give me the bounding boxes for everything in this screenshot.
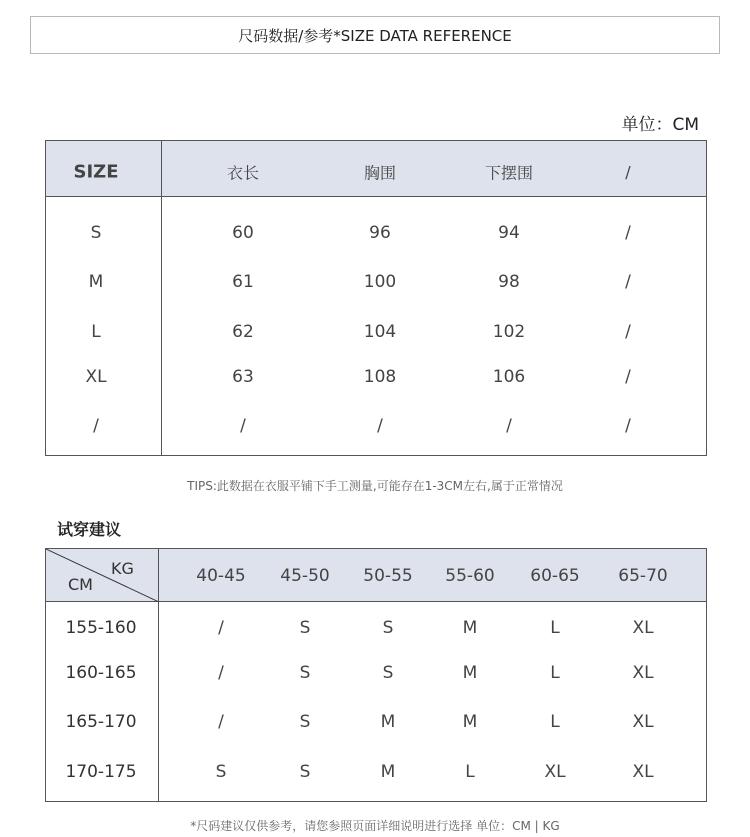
recommend-size-cell: S: [299, 618, 311, 638]
size-table-cell: 100: [363, 272, 397, 292]
size-table-cell: 106: [492, 367, 526, 387]
recommend-size-cell: S: [215, 762, 227, 782]
unit-label: 单位：CM: [621, 115, 699, 135]
size-table-cell: 98: [498, 272, 520, 292]
recommend-size-cell: XL: [544, 762, 566, 782]
size-table-cell: 96: [369, 223, 391, 243]
size-table-cell: /: [506, 416, 512, 436]
recommend-size-cell: /: [218, 712, 224, 732]
weight-header-cell: 60-65: [530, 566, 580, 586]
footnote-text: *尺码建议仅供参考，请您参照页面详细说明进行选择 单位：CM | KG: [190, 819, 560, 833]
recommend-table: [45, 548, 707, 802]
recommend-size-cell: /: [218, 663, 224, 683]
size-table-header-cell: /: [625, 162, 631, 182]
size-table-cell: 108: [363, 367, 397, 387]
corner-cm-label: CM: [68, 575, 93, 594]
recommend-size-cell: M: [462, 712, 478, 732]
recommend-size-cell: L: [550, 663, 560, 683]
corner-kg-label: KG: [111, 559, 134, 578]
size-table-cell: /: [93, 416, 99, 436]
height-row-label: 165-170: [65, 712, 137, 732]
recommend-size-cell: S: [382, 618, 394, 638]
weight-header-cell: 45-50: [280, 566, 330, 586]
size-table-cell: /: [625, 367, 631, 387]
size-table-header-cell: 下摆围: [484, 163, 534, 183]
corner-diagonal: [46, 549, 159, 602]
height-row-label: 160-165: [65, 663, 137, 683]
size-table-header-cell: 衣长: [226, 163, 260, 183]
recommend-size-cell: L: [550, 712, 560, 732]
recommend-size-cell: M: [462, 618, 478, 638]
size-table-cell: 63: [232, 367, 254, 387]
size-table-cell: 62: [232, 322, 254, 342]
recommend-size-cell: M: [462, 663, 478, 683]
size-table-cell: /: [625, 223, 631, 243]
weight-header-cell: 40-45: [196, 566, 246, 586]
recommend-size-cell: /: [218, 618, 224, 638]
size-table-cell: L: [91, 322, 101, 342]
recommend-size-cell: M: [380, 712, 396, 732]
size-table-cell: 104: [363, 322, 397, 342]
size-table-divider: [161, 141, 162, 455]
recommend-size-cell: XL: [632, 712, 654, 732]
page-title-text: 尺码数据/参考*SIZE DATA REFERENCE: [238, 26, 512, 45]
size-table-cell: /: [625, 416, 631, 436]
size-table-cell: 94: [498, 223, 520, 243]
recommend-size-cell: S: [382, 663, 394, 683]
height-row-label: 155-160: [65, 618, 137, 638]
page-title: [30, 16, 720, 54]
recommend-size-cell: S: [299, 712, 311, 732]
recommend-size-cell: S: [299, 663, 311, 683]
size-table-cell: S: [90, 223, 102, 243]
size-table-cell: /: [625, 272, 631, 292]
size-table-cell: /: [377, 416, 383, 436]
weight-header-cell: 65-70: [618, 566, 668, 586]
recommend-size-cell: S: [299, 762, 311, 782]
size-table-cell: 61: [232, 272, 254, 292]
size-table: [45, 140, 707, 456]
weight-header-cell: 55-60: [445, 566, 495, 586]
tips-text: TIPS:此数据在衣服平铺下手工测量,可能存在1-3CM左右,属于正常情况: [187, 479, 563, 493]
recommend-size-cell: XL: [632, 663, 654, 683]
weight-header-cell: 50-55: [363, 566, 413, 586]
size-table-cell: /: [240, 416, 246, 436]
recommend-size-cell: L: [465, 762, 475, 782]
size-table-cell: 60: [232, 223, 254, 243]
recommend-size-cell: M: [380, 762, 396, 782]
size-table-header-cell: SIZE: [73, 161, 119, 183]
recommend-size-cell: XL: [632, 618, 654, 638]
recommend-size-cell: XL: [632, 762, 654, 782]
size-table-cell: 102: [492, 322, 526, 342]
size-table-cell: M: [88, 272, 104, 292]
recommend-size-cell: L: [550, 618, 560, 638]
height-row-label: 170-175: [65, 762, 137, 782]
recommend-title: 试穿建议: [57, 520, 122, 539]
size-table-cell: /: [625, 322, 631, 342]
size-table-cell: XL: [85, 367, 107, 387]
size-table-header-cell: 胸围: [363, 163, 397, 183]
